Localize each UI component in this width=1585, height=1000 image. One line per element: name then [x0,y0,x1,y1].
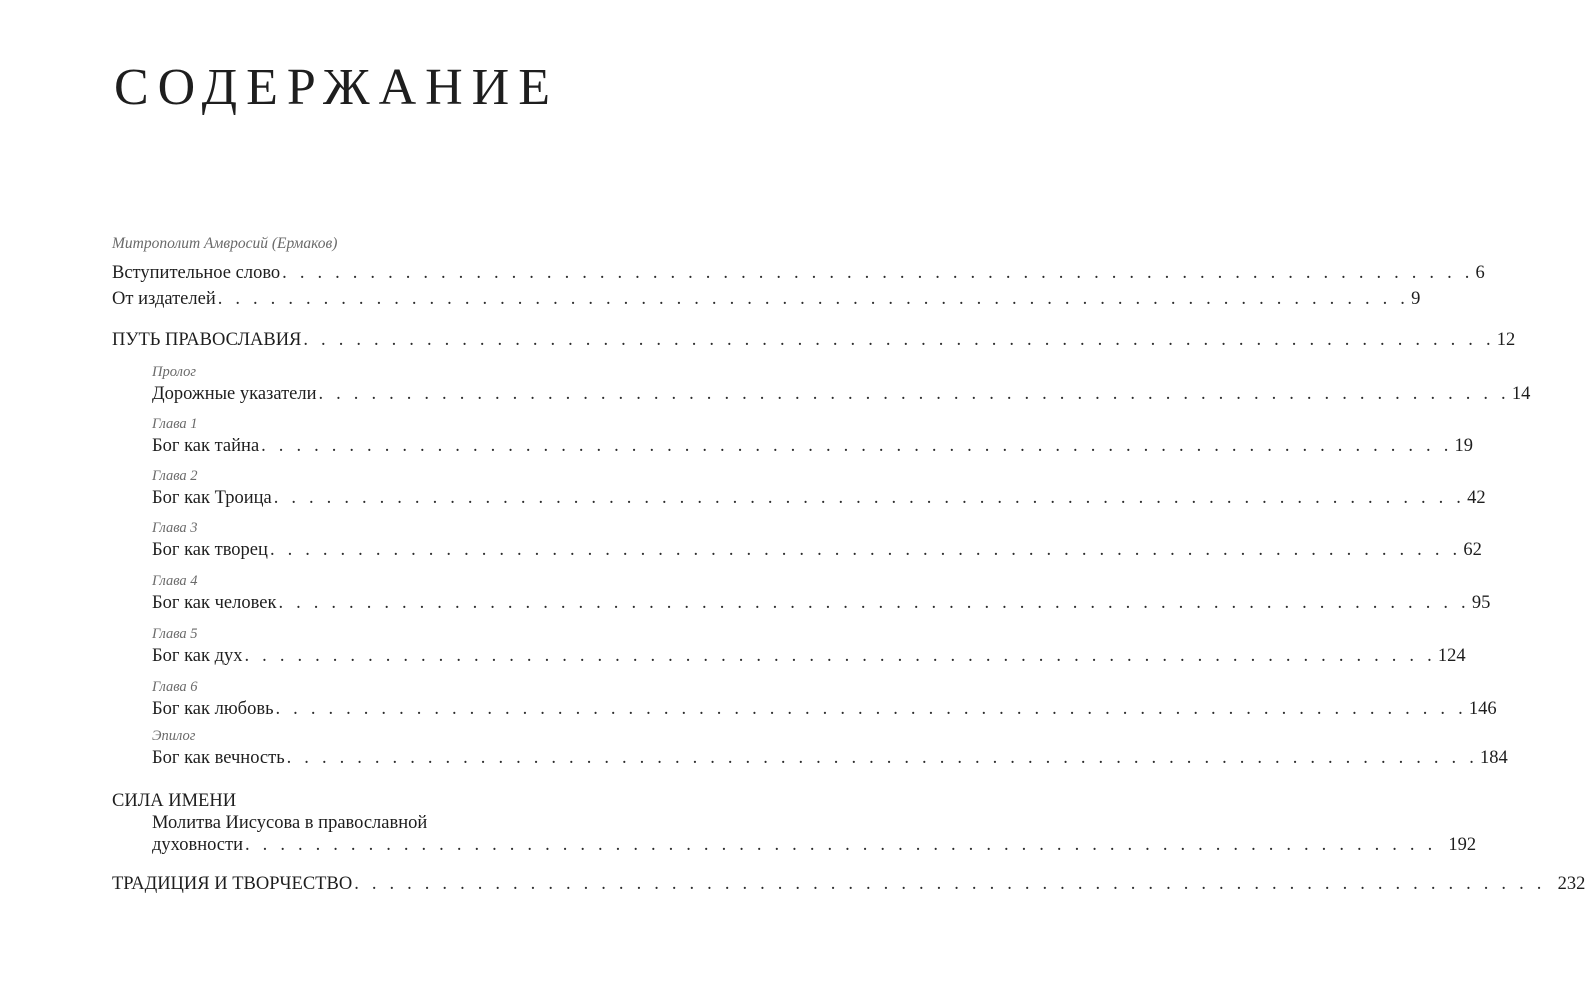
dot-leader: . . . . . . . . . . . . . . . . . . . . . . . . . . . . . . . . . . . . . . . . . . . . . . . . . . . . . . . . . . . . . . . . . . . . [245,835,1437,855]
toc-chapter-label: Бог как Троица [152,488,272,508]
dot-leader: . . . . . . . . . . . . . . . . . . . . . . . . . . . . . . . . . . . . . . . . . . . . . . . . . . . . . . . . . . . . . . . . . . . . [269,540,1462,560]
toc-chapter-label: Бог как человек [152,593,277,613]
toc-part-label[interactable]: СИЛА ИМЕНИ [112,791,237,811]
toc-chapter-entry[interactable] [152,436,1474,456]
dot-leader: . . . . . . . . . . . . . . . . . . . . . . . . . . . . . . . . . . . . . . . . . . . . . . . . . . . . . . . . . . . . . . . . . . . . [286,748,1479,768]
toc-part-entry[interactable] [112,330,1516,350]
chapter-caption: Эпилог [152,728,196,744]
toc-chapter-label: Бог как вечность [152,748,285,768]
toc-chapter-page: 124 [1437,646,1466,666]
toc-part-label: ТРАДИЦИЯ И ТВОРЧЕСТВО [112,874,353,894]
toc-chapter-page: 42 [1467,488,1486,508]
toc-entry-page: 9 [1411,289,1421,309]
chapter-caption: Глава 2 [152,468,198,484]
chapter-caption: Глава 1 [152,416,198,432]
toc-chapter-entry[interactable] [152,646,1466,666]
toc-chapter-label: Дорожные указатели [152,384,317,404]
toc-chapter-label: Бог как любовь [152,699,274,719]
toc-chapter-page: 14 [1511,384,1531,404]
toc-chapter-entry[interactable] [152,699,1497,719]
dot-leader: . . . . . . . . . . . . . . . . . . . . . . . . . . . . . . . . . . . . . . . . . . . . . . . . . . . . . . . . . . . . . . . . . . . . [354,874,1546,894]
chapter-caption: Глава 4 [152,573,198,589]
toc-entry-label: От издателей [112,289,216,309]
chapter-caption: Пролог [152,364,197,380]
toc-part-entry[interactable] [152,835,1477,855]
toc-chapter-label: Бог как тайна [152,436,260,456]
toc-chapter-label: Бог как дух [152,646,243,666]
toc-part-page: 232 [1557,874,1585,894]
toc-chapter-page: 62 [1463,540,1482,560]
dot-leader: . . . . . . . . . . . . . . . . . . . . . . . . . . . . . . . . . . . . . . . . . . . . . . . . . . . . . . . . . . . . . . . . . . . . [275,699,1467,719]
toc-chapter-page: 146 [1468,699,1497,719]
toc-chapter-page: 19 [1454,436,1474,456]
toc-chapter-entry[interactable] [152,593,1491,613]
toc-entry[interactable] [112,263,1485,283]
toc-chapter-entry[interactable] [152,540,1482,560]
dot-leader: . . . . . . . . . . . . . . . . . . . . . . . . . . . . . . . . . . . . . . . . . . . . . . . . . . . . . . . . . . . . . . . . . . . . [318,384,1510,404]
page-title: СОДЕРЖАНИЕ [114,59,559,116]
toc-chapter-entry[interactable] [152,748,1508,768]
toc-chapter-entry[interactable] [152,488,1486,508]
toc-part-subtitle: духовности [152,835,244,855]
dot-leader: . . . . . . . . . . . . . . . . . . . . . . . . . . . . . . . . . . . . . . . . . . . . . . . . . . . . . . . . . . . . . . . . . . . . [261,436,1453,456]
dot-leader: . . . . . . . . . . . . . . . . . . . . . . . . . . . . . . . . . . . . . . . . . . . . . . . . . . . . . . . . . . . . . . . . . . . . [278,593,1470,613]
toc-part-page: 192 [1448,835,1477,855]
chapter-caption: Глава 5 [152,626,198,642]
toc-chapter-label: Бог как творец [152,540,268,560]
toc-part-subtitle: Молитва Иисусова в православной [152,813,428,833]
toc-entry-label: Вступительное слово [112,263,281,283]
dot-leader: . . . . . . . . . . . . . . . . . . . . . . . . . . . . . . . . . . . . . . . . . . . . . . . . . . . . . . . . . . . . . . . . . . . . [244,646,1436,666]
toc-part-entry[interactable] [112,874,1585,894]
toc-chapter-page: 95 [1471,593,1491,613]
dot-leader: . . . . . . . . . . . . . . . . . . . . . . . . . . . . . . . . . . . . . . . . . . . . . . . . . . . . . . . . . . . . . . . . . . . . [273,488,1466,508]
chapter-caption: Глава 6 [152,679,198,695]
dot-leader: . . . . . . . . . . . . . . . . . . . . . . . . . . . . . . . . . . . . . . . . . . . . . . . . . . . . . . . . . . . . . . . . . . . . [303,330,1495,350]
toc-part-label: ПУТЬ ПРАВОСЛАВИЯ [112,330,302,350]
chapter-caption: Глава 3 [152,520,198,536]
dot-leader: . . . . . . . . . . . . . . . . . . . . . . . . . . . . . . . . . . . . . . . . . . . . . . . . . . . . . . . . . . . . . . . . . . . . [217,289,1410,309]
intro-author-caption: Митрополит Амвросий (Ермаков) [112,235,338,252]
toc-chapter-entry[interactable] [152,384,1531,404]
dot-leader: . . . . . . . . . . . . . . . . . . . . . . . . . . . . . . . . . . . . . . . . . . . . . . . . . . . . . . . . . . . . . . . . . . . . [282,263,1474,283]
toc-entry-page: 6 [1475,263,1485,283]
toc-chapter-page: 184 [1480,748,1508,768]
toc-part-page: 12 [1496,330,1516,350]
toc-entry[interactable] [112,289,1421,309]
